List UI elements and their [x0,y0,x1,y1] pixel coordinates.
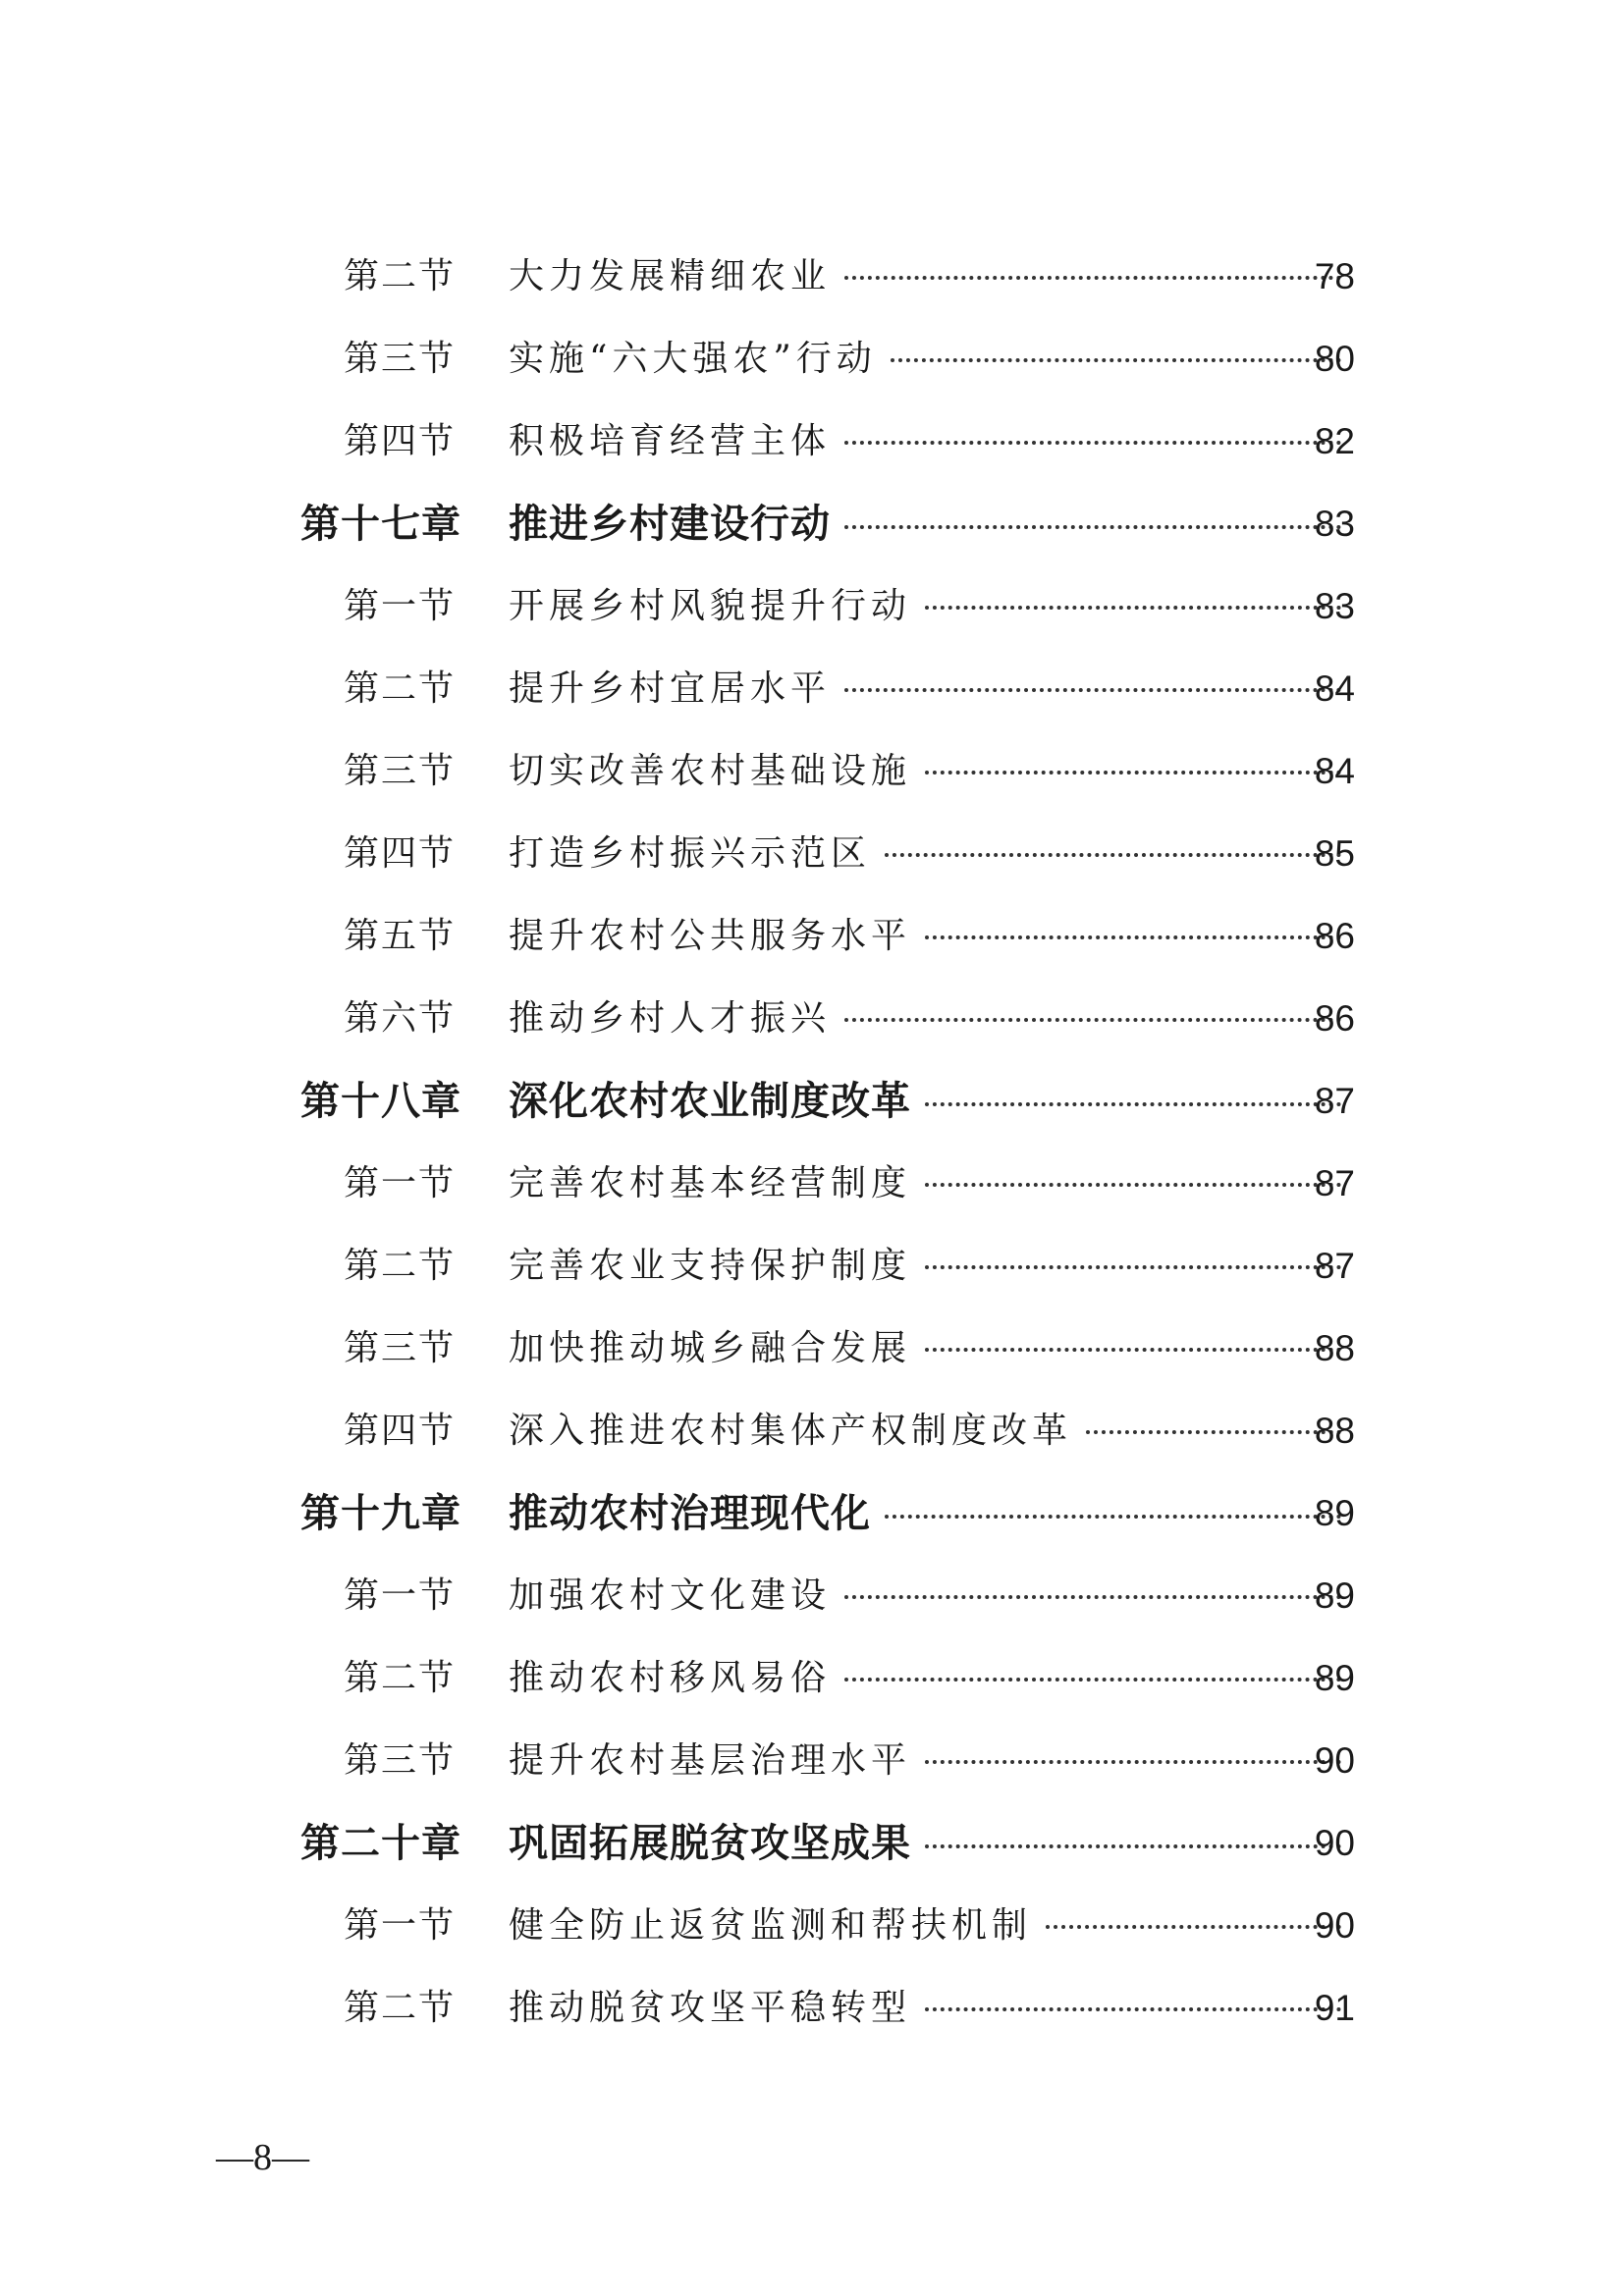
dot-leader [925,1348,1341,1352]
toc-section-row [0,1229,1624,1311]
page-reference: 85 [1314,833,1355,874]
page-reference: 86 [1314,998,1355,1039]
toc-chapter-row [0,1476,1624,1559]
section-number: 第二节 [344,1988,457,2028]
section-title: 实施“六大强农”行动 [509,339,877,379]
page-reference: 84 [1314,668,1355,709]
page-reference: 89 [1314,1493,1355,1533]
section-number: 第六节 [344,998,457,1039]
dot-leader [844,688,1341,692]
section-number: 第三节 [344,1328,457,1368]
page-reference: 90 [1314,1740,1355,1781]
chapter-number: 第十九章 [300,1491,461,1536]
section-number: 第二节 [344,256,457,296]
section-number: 第二节 [344,668,457,709]
section-number: 第二节 [344,1246,457,1286]
toc-section-row [0,817,1624,899]
page-reference: 83 [1314,504,1355,544]
page-reference: 89 [1314,1658,1355,1698]
chapter-number: 第二十章 [300,1821,461,1866]
page-reference: 88 [1314,1411,1355,1451]
dot-leader [885,1515,1341,1519]
toc-chapter-row [0,487,1624,569]
toc-title-line [509,1327,1355,1370]
toc-title-line [509,1822,1355,1865]
section-title: 完善农业支持保护制度 [509,1246,912,1286]
toc-section-row [0,652,1624,734]
toc-title-line [509,1904,1355,1948]
toc-title-line [509,420,1355,463]
dot-leader [844,1018,1341,1022]
toc-title-line [509,1492,1355,1535]
toc-section-row [0,404,1624,487]
toc-section-row [0,569,1624,652]
page-reference: 90 [1314,1823,1355,1863]
page-reference: 83 [1314,586,1355,626]
dot-leader [844,441,1341,445]
toc-section-row [0,1724,1624,1806]
section-number: 第四节 [344,833,457,874]
dot-leader [925,1183,1341,1187]
toc-title-line [509,915,1355,958]
dot-leader [925,771,1341,774]
chapter-title: 推动农村治理现代化 [509,1491,871,1536]
dot-leader [925,1265,1341,1269]
section-number: 第二节 [344,1658,457,1698]
toc-title-line [509,1575,1355,1618]
chapter-number: 第十七章 [300,502,461,547]
toc-section-row [0,1394,1624,1476]
toc-title-line [509,1080,1355,1123]
toc-chapter-row [0,1064,1624,1147]
page-reference: 80 [1314,339,1355,379]
page-reference: 78 [1314,256,1355,296]
section-title: 健全防止返贫监测和帮扶机制 [509,1905,1033,1946]
section-title: 加快推动城乡融合发展 [509,1328,912,1368]
toc-section-row [0,1889,1624,1971]
toc-section-row [0,734,1624,817]
dot-leader [885,853,1341,857]
toc-section-row [0,982,1624,1064]
page-reference: 87 [1314,1246,1355,1286]
page-reference: 89 [1314,1575,1355,1616]
section-number: 第五节 [344,916,457,956]
dot-leader [925,606,1341,610]
section-title: 推动脱贫攻坚平稳转型 [509,1988,912,2028]
toc-title-line [509,255,1355,298]
section-title: 提升农村公共服务水平 [509,916,912,956]
page-reference: 86 [1314,916,1355,956]
section-number: 第一节 [344,1163,457,1203]
section-number: 第一节 [344,586,457,626]
section-number: 第一节 [344,1905,457,1946]
section-title: 加强农村文化建设 [509,1575,832,1616]
toc-title-line [509,1245,1355,1288]
toc-section-row [0,322,1624,404]
dot-leader [925,935,1341,939]
dot-leader [844,1678,1341,1682]
toc-title-line [509,1739,1355,1783]
toc-section-row [0,1971,1624,2054]
toc-section-row [0,1147,1624,1229]
toc-title-line [509,338,1355,381]
toc-title-line [509,750,1355,793]
toc-title-line [509,667,1355,711]
chapter-title: 深化农村农业制度改革 [509,1079,911,1124]
section-title: 提升乡村宜居水平 [509,668,832,709]
toc-title-line [509,585,1355,628]
toc-section-row [0,1311,1624,1394]
toc-title-line [509,832,1355,876]
dot-leader [925,1760,1341,1764]
dot-leader [844,276,1341,280]
toc-title-line [509,1657,1355,1700]
toc-title-line [509,1410,1355,1453]
page-reference: 90 [1314,1905,1355,1946]
dot-leader [844,525,1341,529]
page-reference: 84 [1314,751,1355,791]
section-title: 提升农村基层治理水平 [509,1740,912,1781]
section-title: 积极培育经营主体 [509,421,832,461]
toc-chapter-row [0,1806,1624,1889]
page-reference: 87 [1314,1081,1355,1121]
toc-title-line [509,503,1355,546]
section-number: 第四节 [344,1411,457,1451]
toc-section-row [0,240,1624,322]
section-number: 第一节 [344,1575,457,1616]
section-title: 推动乡村人才振兴 [509,998,832,1039]
section-title: 完善农村基本经营制度 [509,1163,912,1203]
toc-title-line [509,1162,1355,1205]
section-title: 推动农村移风易俗 [509,1658,832,1698]
section-title: 深入推进农村集体产权制度改革 [509,1411,1073,1451]
section-title: 切实改善农村基础设施 [509,751,912,791]
section-title: 大力发展精细农业 [509,256,832,296]
toc-section-row [0,899,1624,982]
chapter-number: 第十八章 [300,1079,461,1124]
page-reference: 87 [1314,1163,1355,1203]
toc-section-row [0,1559,1624,1641]
chapter-title: 推进乡村建设行动 [509,502,831,547]
dot-leader [844,1595,1341,1599]
dot-leader [925,1102,1341,1106]
chapter-title: 巩固拓展脱贫攻坚成果 [509,1821,911,1866]
dot-leader [925,1844,1341,1848]
page-reference: 82 [1314,421,1355,461]
page-number: —8— [216,2137,309,2178]
toc-title-line [509,1987,1355,2030]
table-of-contents [0,240,1624,2054]
page-reference: 88 [1314,1328,1355,1368]
section-number: 第三节 [344,1740,457,1781]
page-reference: 91 [1314,1988,1355,2028]
toc-title-line [509,997,1355,1041]
section-title: 打造乡村振兴示范区 [509,833,872,874]
section-number: 第三节 [344,751,457,791]
dot-leader [925,2007,1341,2011]
toc-section-row [0,1641,1624,1724]
section-number: 第三节 [344,339,457,379]
section-title: 开展乡村风貌提升行动 [509,586,912,626]
dot-leader [891,358,1341,362]
section-number: 第四节 [344,421,457,461]
